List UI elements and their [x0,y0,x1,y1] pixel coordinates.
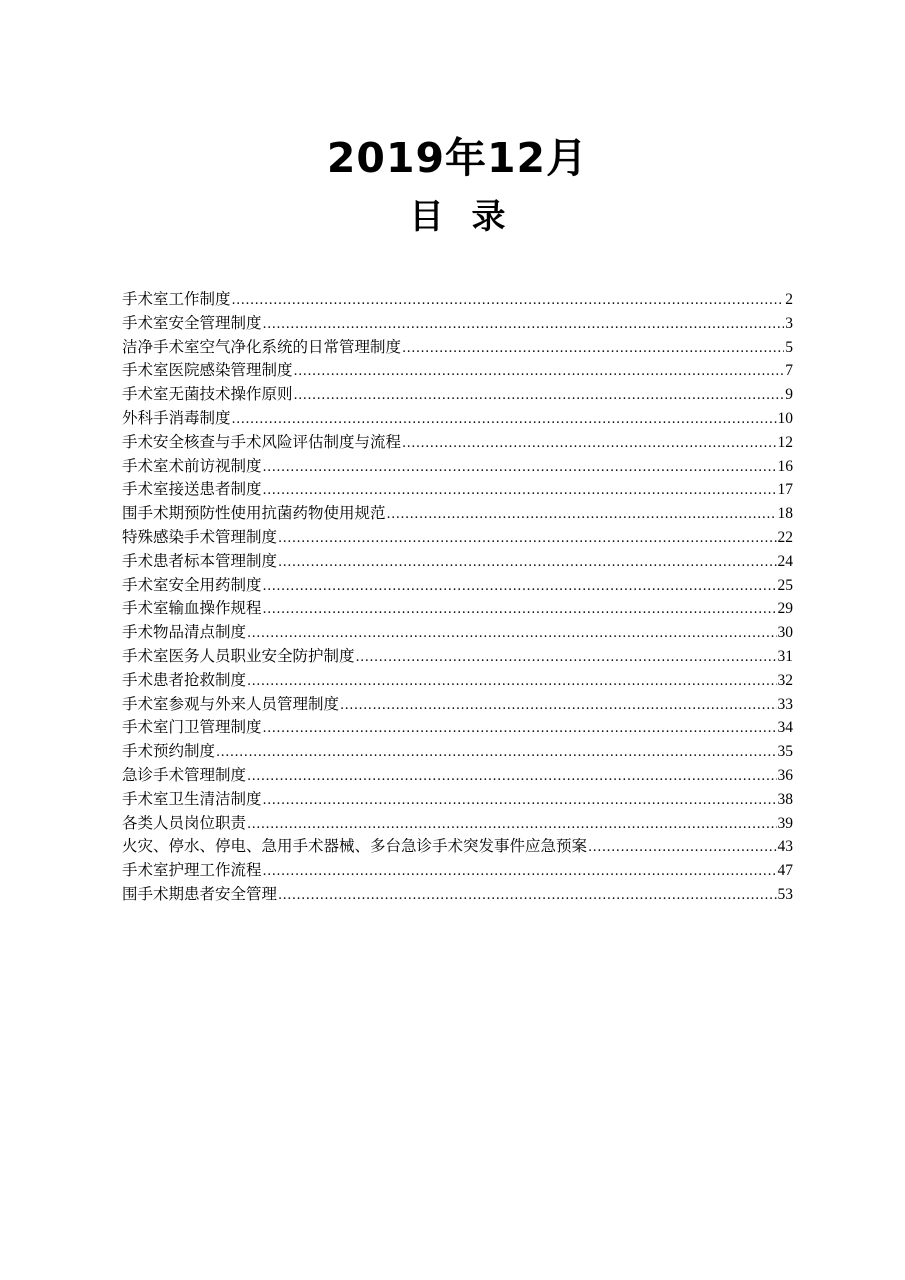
toc-dot-leader [263,717,777,741]
toc-entry[interactable] [122,574,793,598]
toc-entry-page-number: 29 [777,600,793,618]
toc-entry-page-number: 2 [785,291,793,308]
toc-entry[interactable] [122,669,793,693]
toc-dot-leader [232,408,777,432]
toc-entry-page-number: 43 [777,838,793,856]
toc-entry-title: 手术室安全用药制度 [122,575,262,594]
toc-entry-page-number: 25 [777,576,793,594]
toc-entry[interactable] [122,788,793,812]
toc-entry[interactable] [122,336,793,360]
toc-entry-page-number: 12 [777,433,793,451]
toc-entry-title: 手术室卫生清洁制度 [122,789,262,808]
toc-dot-leader [263,860,777,884]
toc-entry-title: 手术室医务人员职业安全防护制度 [122,646,355,665]
toc-entry-page-number: 31 [777,647,793,665]
toc-entry-page-number: 10 [777,409,793,427]
toc-dot-leader [588,836,776,860]
toc-dot-leader [294,384,785,408]
toc-dot-leader [278,527,776,551]
toc-entry-page-number: 53 [777,885,793,903]
toc-entry[interactable] [122,526,793,550]
toc-entry[interactable] [122,764,793,788]
toc-entry-page-number: 34 [777,719,793,737]
toc-entry-page-number: 30 [777,624,793,642]
toc-entry-title: 外科手消毒制度 [122,408,231,427]
toc-dot-leader [356,646,777,670]
toc-entry-title: 手术物品清点制度 [122,623,247,642]
toc-entry-title: 手术室术前访视制度 [122,456,262,475]
toc-entry[interactable] [122,502,793,526]
toc-entry-title: 手术室安全管理制度 [122,313,262,332]
toc-entry-page-number: 38 [777,790,793,808]
toc-dot-leader [263,479,777,503]
toc-entry-title: 手术预约制度 [122,742,216,761]
toc-entry[interactable] [122,716,793,740]
toc-heading-char-2: 录 [471,197,506,237]
toc-entry[interactable] [122,407,793,431]
toc-dot-leader [387,503,777,527]
toc-entry-title: 围手术期预防性使用抗菌药物使用规范 [122,504,386,523]
toc-entry-page-number: 39 [777,814,793,832]
toc-entry[interactable] [122,621,793,645]
toc-entry-page-number: 7 [785,362,793,380]
toc-entry-title: 手术室医院感染管理制度 [122,361,293,380]
toc-entry-title: 手术室工作制度 [122,290,231,308]
toc-entry[interactable] [122,383,793,407]
toc-entry-title: 围手术期患者安全管理 [122,884,278,903]
toc-entry-page-number: 18 [777,505,793,523]
toc-entry[interactable] [122,431,793,455]
toc-entry-page-number: 33 [777,695,793,713]
toc-entry-page-number: 35 [777,743,793,761]
table-of-contents [122,288,793,907]
toc-entry[interactable] [122,645,793,669]
toc-entry[interactable] [122,455,793,479]
toc-entry[interactable] [122,740,793,764]
toc-dot-leader [263,456,777,480]
toc-entry-title: 手术患者抢救制度 [122,670,247,689]
toc-entry-title: 急诊手术管理制度 [122,765,247,784]
toc-entry[interactable] [122,359,793,383]
toc-entry-page-number: 24 [777,552,793,570]
toc-entry-title: 手术安全核查与手术风险评估制度与流程 [122,432,402,451]
toc-entry-page-number: 5 [785,338,793,356]
toc-entry-title: 特殊感染手术管理制度 [122,527,278,546]
toc-entry-title: 洁净手术室空气净化系统的日常管理制度 [122,337,402,356]
toc-entry-page-number: 22 [777,528,793,546]
toc-dot-leader [247,765,776,789]
toc-dot-leader [216,741,776,765]
toc-entry-title: 手术患者标本管理制度 [122,551,278,570]
toc-entry-page-number: 16 [777,457,793,475]
toc-dot-leader [247,813,776,837]
toc-entry[interactable] [122,859,793,883]
toc-dot-leader [263,598,777,622]
toc-dot-leader [232,289,785,313]
toc-entry-page-number: 32 [777,671,793,689]
toc-dot-leader [402,337,784,361]
toc-dot-leader [340,694,776,718]
toc-dot-leader [263,313,785,337]
toc-entry[interactable] [122,550,793,574]
toc-entry-title: 手术室输血操作规程 [122,599,262,618]
toc-entry-page-number: 36 [777,766,793,784]
toc-heading [0,193,905,241]
toc-entry[interactable] [122,883,793,907]
toc-entry-page-number: 3 [785,314,793,332]
toc-dot-leader [263,575,777,599]
toc-entry-title: 手术室参观与外来人员管理制度 [122,694,340,713]
toc-entry[interactable] [122,312,793,336]
toc-entry[interactable] [122,478,793,502]
toc-dot-leader [247,670,776,694]
toc-entry-title: 手术室接送患者制度 [122,480,262,499]
toc-entry-title: 各类人员岗位职责 [122,813,247,832]
toc-dot-leader [278,884,776,908]
toc-entry-page-number: 9 [785,386,793,404]
toc-dot-leader [247,622,776,646]
toc-entry[interactable] [122,288,793,312]
toc-dot-leader [278,551,776,575]
toc-entry-title: 手术室护理工作流程 [122,861,262,880]
toc-entry-title: 火灾、停水、停电、急用手术器械、多台急诊手术突发事件应急预案 [122,837,588,856]
toc-entry-title: 手术室无菌技术操作原则 [122,385,293,404]
toc-entry[interactable] [122,835,793,859]
toc-entry[interactable] [122,812,793,836]
toc-entry[interactable] [122,693,793,717]
toc-heading-char-1: 目 [409,197,444,237]
toc-dot-leader [294,360,785,384]
toc-entry-title: 手术室门卫管理制度 [122,718,262,737]
toc-entry-page-number: 47 [777,862,793,880]
date-heading: 2019年12月 [326,134,589,182]
toc-dot-leader [263,789,777,813]
toc-entry[interactable] [122,597,793,621]
toc-dot-leader [402,432,776,456]
toc-entry-page-number: 17 [777,481,793,499]
